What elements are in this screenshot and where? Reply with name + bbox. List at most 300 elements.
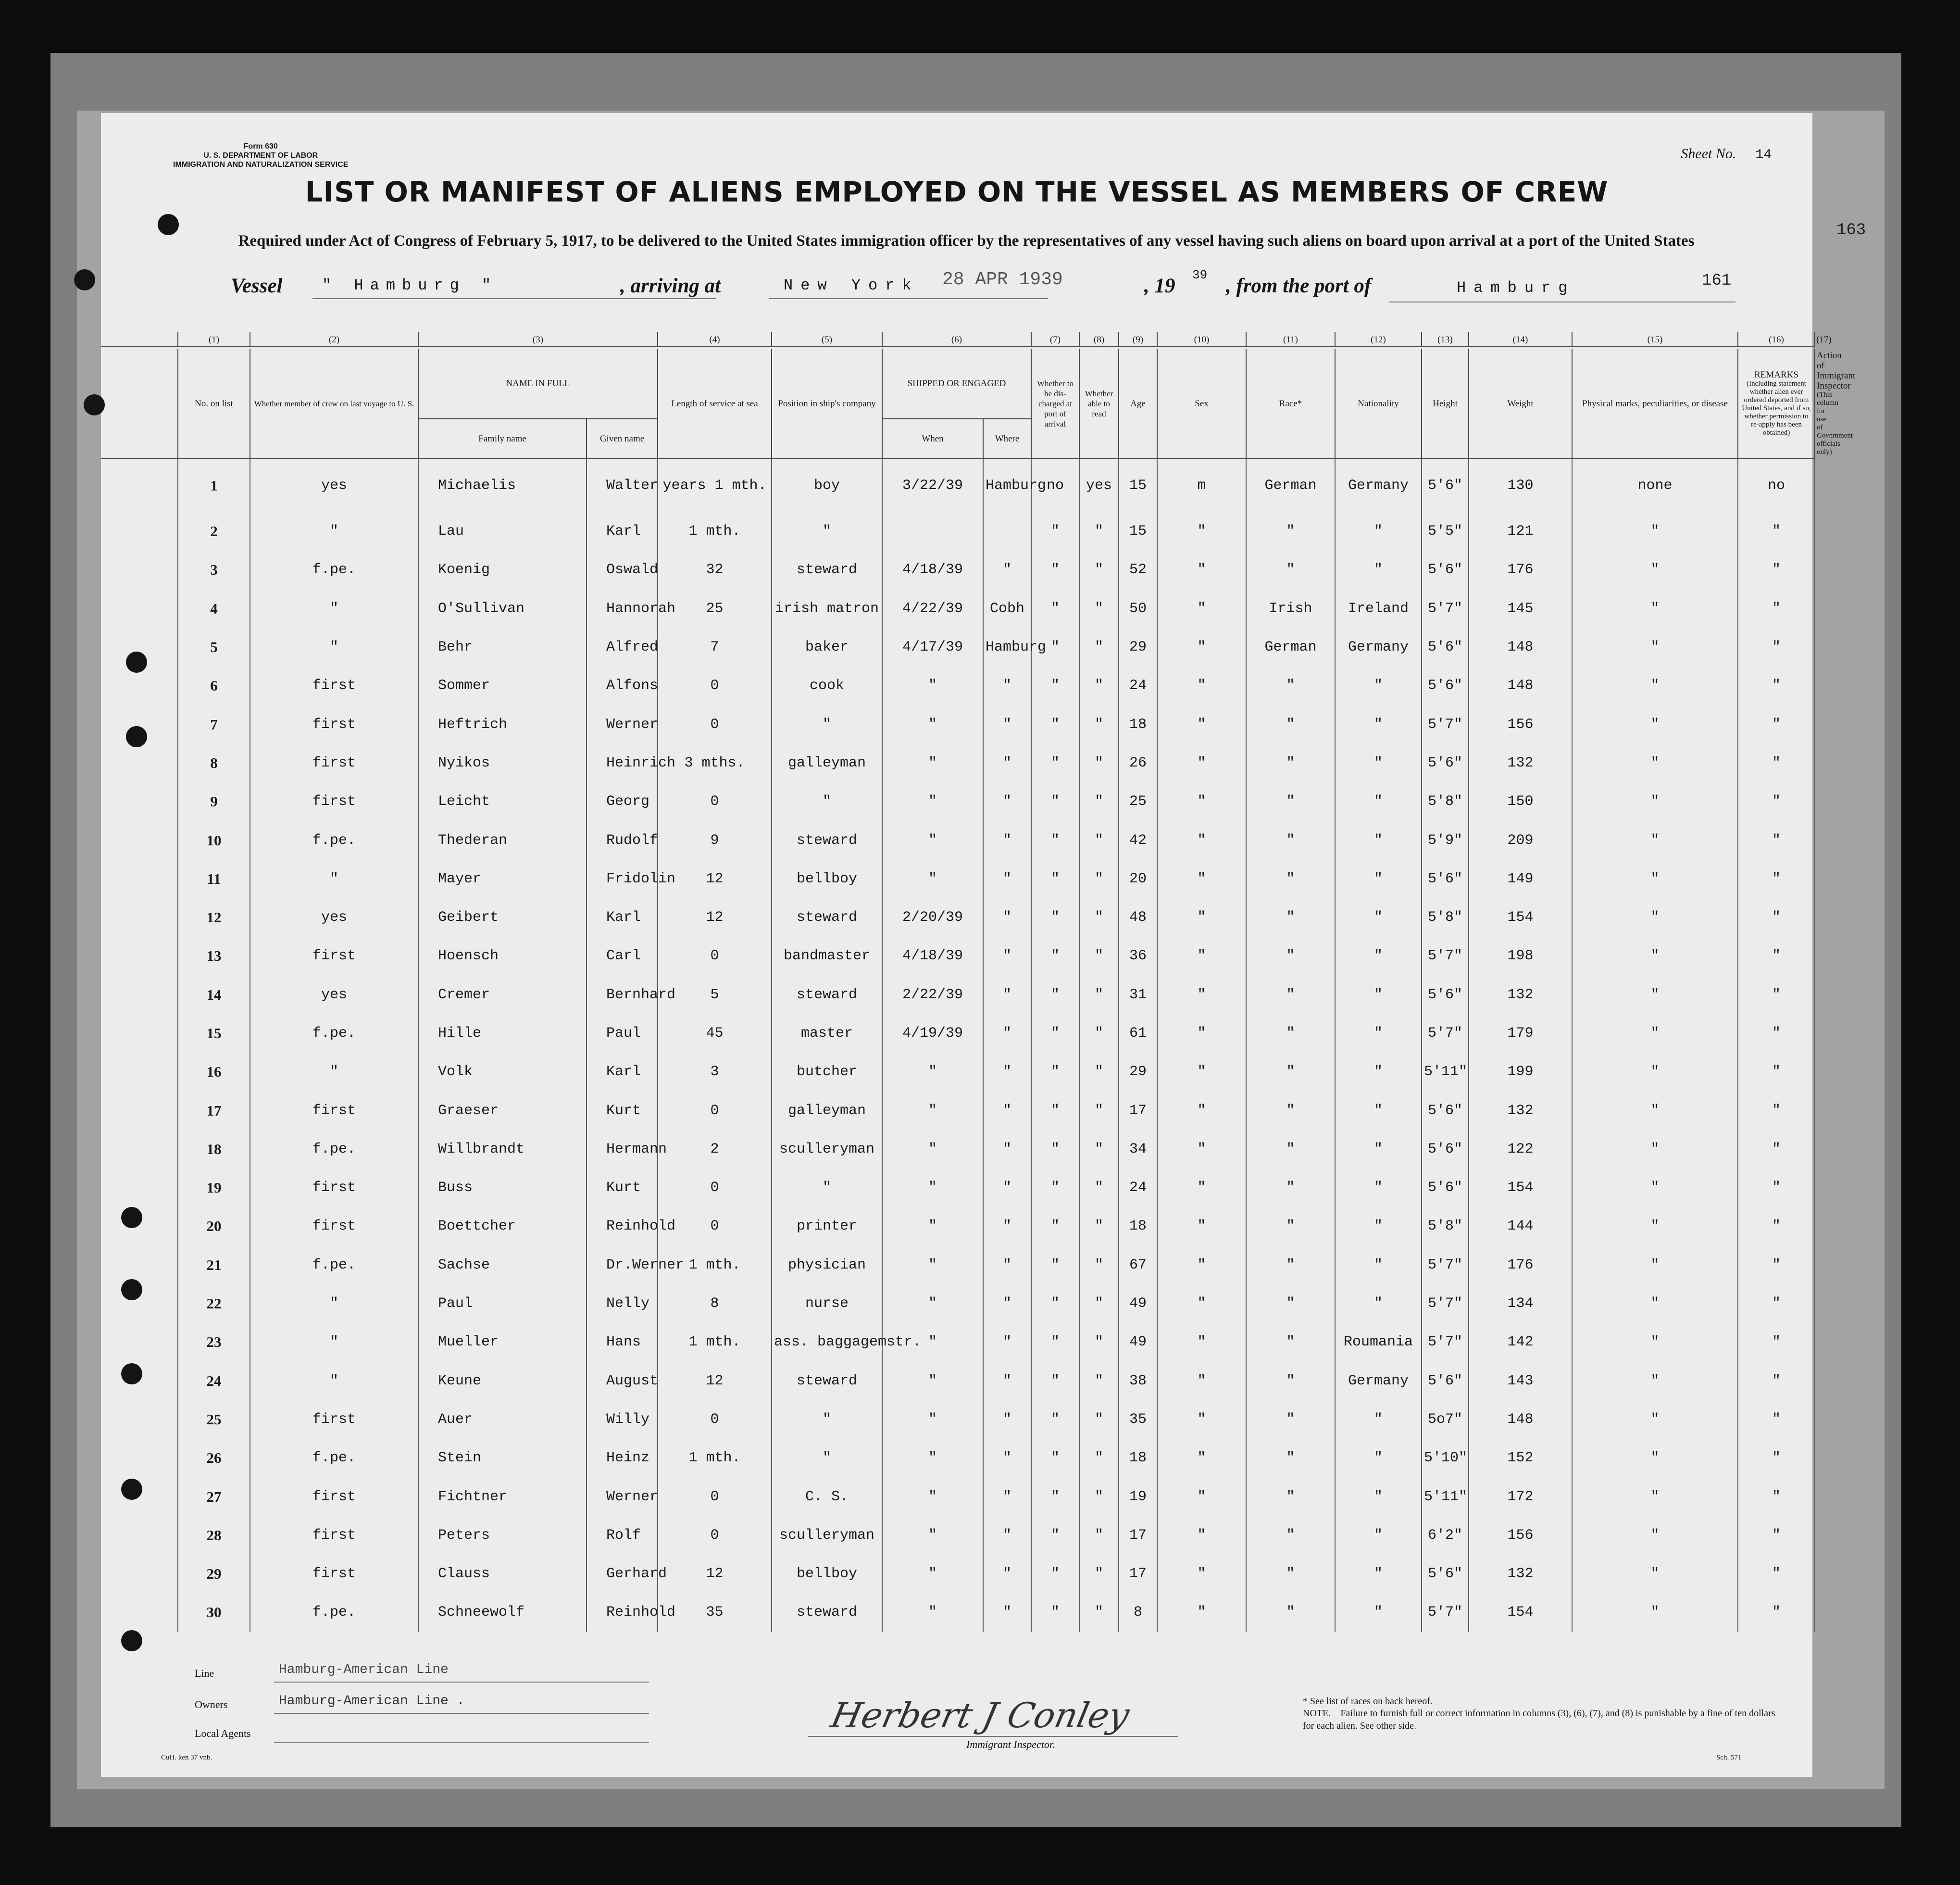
physical-marks-cell: " bbox=[1572, 666, 1738, 705]
height-cell: 5'6" bbox=[1422, 459, 1469, 512]
remarks-cell: " bbox=[1738, 1516, 1815, 1555]
family-name-cell: Leicht bbox=[418, 782, 587, 821]
last-voyage-cell: " bbox=[250, 628, 418, 666]
weight-cell: 121 bbox=[1469, 512, 1572, 551]
able-read-cell: " bbox=[1079, 1091, 1119, 1130]
nationality-cell: Germany bbox=[1335, 628, 1422, 666]
family-name-cell: Koenig bbox=[418, 551, 587, 589]
service-length-cell: 35 bbox=[658, 1593, 772, 1632]
colnum-14: (14) bbox=[1469, 332, 1572, 346]
last-voyage-cell: " bbox=[250, 590, 418, 628]
age-cell: 42 bbox=[1119, 821, 1157, 859]
last-voyage-cell: first bbox=[250, 666, 418, 705]
colnum-2: (2) bbox=[250, 332, 418, 346]
shipped-when-cell bbox=[882, 512, 983, 551]
last-voyage-cell: yes bbox=[250, 976, 418, 1014]
able-read-cell: " bbox=[1079, 628, 1119, 666]
row-margin bbox=[101, 821, 178, 859]
discharged-cell: " bbox=[1031, 1246, 1079, 1284]
service-length-cell: 3 mths. bbox=[658, 744, 772, 782]
given-name-cell: Hermann bbox=[587, 1130, 658, 1169]
remarks-cell: " bbox=[1738, 590, 1815, 628]
nationality-cell: " bbox=[1335, 1555, 1422, 1593]
physical-marks-cell: " bbox=[1572, 628, 1738, 666]
row-margin bbox=[101, 1516, 178, 1555]
sex-cell: m bbox=[1157, 459, 1246, 512]
given-name-cell: Dr.Werner bbox=[587, 1246, 658, 1284]
remarks-cell: " bbox=[1738, 1400, 1815, 1439]
colnum-13: (13) bbox=[1422, 332, 1469, 346]
inspector-label: Immigrant Inspector. bbox=[966, 1738, 1055, 1750]
shipped-when-cell: " bbox=[882, 1400, 983, 1439]
shipped-where-cell: " bbox=[983, 1516, 1031, 1555]
race-cell: " bbox=[1246, 744, 1335, 782]
table-row bbox=[101, 512, 1815, 551]
given-name-cell: Oswald bbox=[587, 551, 658, 589]
able-read-cell: " bbox=[1079, 1014, 1119, 1053]
form-number: Form 630 bbox=[243, 142, 278, 151]
weight-cell: 122 bbox=[1469, 1130, 1572, 1169]
row-margin bbox=[101, 590, 178, 628]
weight-cell: 156 bbox=[1469, 1516, 1572, 1555]
shipped-where-cell: " bbox=[983, 744, 1031, 782]
height-cell: 5'6" bbox=[1422, 628, 1469, 666]
physical-marks-cell: " bbox=[1572, 590, 1738, 628]
family-name-cell: Peters bbox=[418, 1516, 587, 1555]
physical-marks-cell: " bbox=[1572, 821, 1738, 859]
family-name-cell: Heftrich bbox=[418, 705, 587, 743]
family-name-cell: Paul bbox=[418, 1284, 587, 1323]
shipped-when-cell: " bbox=[882, 1091, 983, 1130]
row-margin bbox=[101, 976, 178, 1014]
row-margin bbox=[101, 1130, 178, 1169]
given-name-cell: Werner bbox=[587, 1477, 658, 1516]
family-name-cell: Hoensch bbox=[418, 937, 587, 975]
heading-age: Age bbox=[1119, 349, 1157, 459]
physical-marks-cell: " bbox=[1572, 1169, 1738, 1207]
family-name-cell: Boettcher bbox=[418, 1207, 587, 1245]
position-cell: butcher bbox=[772, 1053, 882, 1091]
height-cell: 5'5" bbox=[1422, 512, 1469, 551]
discharged-cell: " bbox=[1031, 1555, 1079, 1593]
heading-height: Height bbox=[1422, 349, 1469, 459]
last-voyage-cell: " bbox=[250, 860, 418, 898]
race-cell: " bbox=[1246, 976, 1335, 1014]
colnum-16: (16) bbox=[1738, 332, 1815, 346]
remarks-cell: " bbox=[1738, 821, 1815, 859]
position-cell: ass. baggagemstr. bbox=[772, 1323, 882, 1361]
height-cell: 5'6" bbox=[1422, 744, 1469, 782]
race-cell: " bbox=[1246, 1053, 1335, 1091]
heading-shipped-engaged: SHIPPED OR ENGAGED bbox=[882, 349, 1031, 419]
given-name-cell: Rolf bbox=[587, 1516, 658, 1555]
weight-cell: 154 bbox=[1469, 1169, 1572, 1207]
shipped-where-cell: " bbox=[983, 1439, 1031, 1477]
discharged-cell: " bbox=[1031, 860, 1079, 898]
family-name-cell: Lau bbox=[418, 512, 587, 551]
nationality-cell: " bbox=[1335, 937, 1422, 975]
given-name-cell: Kurt bbox=[587, 1091, 658, 1130]
table-row bbox=[101, 628, 1815, 666]
sex-cell: " bbox=[1157, 1593, 1246, 1632]
shipped-when-cell: " bbox=[882, 1323, 983, 1361]
race-cell: " bbox=[1246, 1246, 1335, 1284]
table-row bbox=[101, 1053, 1815, 1091]
physical-marks-cell: " bbox=[1572, 1014, 1738, 1053]
position-cell: steward bbox=[772, 1593, 882, 1632]
table-row bbox=[101, 1400, 1815, 1439]
given-name-cell: Paul bbox=[587, 1014, 658, 1053]
family-name-cell: Geibert bbox=[418, 898, 587, 937]
last-voyage-cell: f.pe. bbox=[250, 1014, 418, 1053]
row-number: 11 bbox=[178, 860, 250, 898]
nationality-cell: Ireland bbox=[1335, 590, 1422, 628]
race-cell: Irish bbox=[1246, 590, 1335, 628]
race-cell: " bbox=[1246, 1207, 1335, 1245]
row-number: 15 bbox=[178, 1014, 250, 1053]
shipped-when-cell: " bbox=[882, 744, 983, 782]
age-cell: 18 bbox=[1119, 1207, 1157, 1245]
table-row bbox=[101, 1284, 1815, 1323]
nationality-cell: " bbox=[1335, 1091, 1422, 1130]
able-read-cell: " bbox=[1079, 1130, 1119, 1169]
nationality-cell: " bbox=[1335, 512, 1422, 551]
sex-cell: " bbox=[1157, 1130, 1246, 1169]
physical-marks-cell: none bbox=[1572, 459, 1738, 512]
shipped-where-cell: " bbox=[983, 1091, 1031, 1130]
table-row bbox=[101, 744, 1815, 782]
able-read-cell: " bbox=[1079, 821, 1119, 859]
weight-cell: 148 bbox=[1469, 1400, 1572, 1439]
last-voyage-cell: first bbox=[250, 705, 418, 743]
family-name-cell: Sommer bbox=[418, 666, 587, 705]
weight-cell: 148 bbox=[1469, 628, 1572, 666]
able-read-cell: " bbox=[1079, 744, 1119, 782]
last-voyage-cell: first bbox=[250, 1169, 418, 1207]
table-row bbox=[101, 705, 1815, 743]
physical-marks-cell: " bbox=[1572, 976, 1738, 1014]
inspector-signature: Herbert J Conley bbox=[827, 1695, 1133, 1735]
arriving-label: , arriving at bbox=[620, 275, 721, 297]
table-row bbox=[101, 1169, 1815, 1207]
age-cell: 19 bbox=[1119, 1477, 1157, 1516]
remarks-cell: " bbox=[1738, 937, 1815, 975]
service-length-cell: 25 bbox=[658, 590, 772, 628]
family-name-cell: Fichtner bbox=[418, 1477, 587, 1516]
able-read-cell: " bbox=[1079, 1439, 1119, 1477]
height-cell: 5'9" bbox=[1422, 821, 1469, 859]
table-row bbox=[101, 1323, 1815, 1361]
remarks-cell: " bbox=[1738, 1246, 1815, 1284]
given-name-cell: August bbox=[587, 1362, 658, 1400]
family-name-cell: Graeser bbox=[418, 1091, 587, 1130]
row-number: 19 bbox=[178, 1169, 250, 1207]
discharged-cell: no bbox=[1031, 459, 1079, 512]
heading-race: Race* bbox=[1246, 349, 1335, 459]
given-name-cell: Alfons bbox=[587, 666, 658, 705]
document-subtitle: Required under Act of Congress of February 5, 1917, to be delivered to the United States immigration officer by the representatives of any vessel having such aliens on board upon arrival at a port of the United States bbox=[238, 232, 1695, 250]
physical-marks-cell: " bbox=[1572, 1400, 1738, 1439]
age-cell: 18 bbox=[1119, 1439, 1157, 1477]
row-margin bbox=[101, 705, 178, 743]
able-read-cell: " bbox=[1079, 1477, 1119, 1516]
service-length-cell: 1 mth. bbox=[658, 1323, 772, 1361]
age-cell: 26 bbox=[1119, 744, 1157, 782]
row-margin bbox=[101, 782, 178, 821]
service-length-cell: 1 mth. bbox=[658, 1246, 772, 1284]
age-cell: 29 bbox=[1119, 1053, 1157, 1091]
physical-marks-cell: " bbox=[1572, 512, 1738, 551]
row-margin bbox=[101, 1169, 178, 1207]
race-cell: " bbox=[1246, 782, 1335, 821]
race-cell: " bbox=[1246, 1169, 1335, 1207]
last-voyage-cell: " bbox=[250, 1323, 418, 1361]
service-length-cell: years 1 mth. bbox=[658, 459, 772, 512]
nationality-cell: Germany bbox=[1335, 459, 1422, 512]
last-voyage-cell: " bbox=[250, 1053, 418, 1091]
given-name-cell: Heinrich bbox=[587, 744, 658, 782]
table-row bbox=[101, 666, 1815, 705]
service-length-cell: 3 bbox=[658, 1053, 772, 1091]
weight-cell: 144 bbox=[1469, 1207, 1572, 1245]
weight-cell: 132 bbox=[1469, 1555, 1572, 1593]
age-cell: 17 bbox=[1119, 1555, 1157, 1593]
table-row bbox=[101, 782, 1815, 821]
table-row bbox=[101, 898, 1815, 937]
family-name-cell: Auer bbox=[418, 1400, 587, 1439]
colnum-6: (6) bbox=[882, 332, 1031, 346]
remarks-subtitle: (Including statement whether alien ever ordered deported from United States, and if so, whether permission to re-apply has been obtained) bbox=[1742, 380, 1811, 437]
heading-when: When bbox=[882, 419, 983, 459]
race-cell: " bbox=[1246, 1477, 1335, 1516]
discharged-cell: " bbox=[1031, 1439, 1079, 1477]
physical-marks-cell: " bbox=[1572, 782, 1738, 821]
table-row bbox=[101, 551, 1815, 589]
age-cell: 49 bbox=[1119, 1323, 1157, 1361]
row-number: 23 bbox=[178, 1323, 250, 1361]
row-margin bbox=[101, 1362, 178, 1400]
sex-cell: " bbox=[1157, 551, 1246, 589]
height-cell: 5'6" bbox=[1422, 976, 1469, 1014]
discharged-cell: " bbox=[1031, 782, 1079, 821]
position-cell: bellboy bbox=[772, 860, 882, 898]
weight-cell: 176 bbox=[1469, 1246, 1572, 1284]
discharged-cell: " bbox=[1031, 937, 1079, 975]
shipped-where-cell: " bbox=[983, 1323, 1031, 1361]
row-number: 9 bbox=[178, 782, 250, 821]
row-margin bbox=[101, 459, 178, 512]
table-row bbox=[101, 1516, 1815, 1555]
able-read-cell: " bbox=[1079, 705, 1119, 743]
last-voyage-cell: first bbox=[250, 1091, 418, 1130]
races-note: * See list of races on back hereof. bbox=[1303, 1696, 1433, 1707]
nationality-cell: " bbox=[1335, 1284, 1422, 1323]
table-row bbox=[101, 459, 1815, 512]
sex-cell: " bbox=[1157, 1207, 1246, 1245]
remarks-cell: " bbox=[1738, 1284, 1815, 1323]
nationality-cell: " bbox=[1335, 1516, 1422, 1555]
shipped-where-cell: " bbox=[983, 1284, 1031, 1323]
height-cell: 5'7" bbox=[1422, 590, 1469, 628]
signature-underline bbox=[808, 1736, 1178, 1737]
position-cell: galleyman bbox=[772, 744, 882, 782]
remarks-cell: " bbox=[1738, 1169, 1815, 1207]
nationality-cell: " bbox=[1335, 976, 1422, 1014]
able-read-cell: " bbox=[1079, 1169, 1119, 1207]
nationality-cell: " bbox=[1335, 1014, 1422, 1053]
race-cell: German bbox=[1246, 459, 1335, 512]
shipped-where-cell: " bbox=[983, 782, 1031, 821]
position-cell: " bbox=[772, 782, 882, 821]
nationality-cell: Roumania bbox=[1335, 1323, 1422, 1361]
weight-cell: 156 bbox=[1469, 705, 1572, 743]
shipped-when-cell: " bbox=[882, 821, 983, 859]
last-voyage-cell: first bbox=[250, 1477, 418, 1516]
position-cell: steward bbox=[772, 976, 882, 1014]
age-cell: 50 bbox=[1119, 590, 1157, 628]
shipped-when-cell: " bbox=[882, 1439, 983, 1477]
heading-length-service: Length of service at sea bbox=[658, 349, 772, 459]
heading-family-name: Family name bbox=[418, 419, 587, 459]
shipped-when-cell: " bbox=[882, 782, 983, 821]
row-number: 12 bbox=[178, 898, 250, 937]
row-margin bbox=[101, 1207, 178, 1245]
shipped-when-cell: 4/22/39 bbox=[882, 590, 983, 628]
shipped-when-cell: 2/22/39 bbox=[882, 976, 983, 1014]
sheet-number-label: Sheet No. bbox=[1681, 146, 1736, 162]
shipped-when-cell: " bbox=[882, 1053, 983, 1091]
remarks-cell: " bbox=[1738, 898, 1815, 937]
penalty-note: NOTE. – Failure to furnish full or correct information in columns (3), (6), (7), and (8) is punishable by a fine of ten dollars for each alien. See other side. bbox=[1303, 1708, 1775, 1731]
service-length-cell: 7 bbox=[658, 628, 772, 666]
shipped-when-cell: 4/17/39 bbox=[882, 628, 983, 666]
family-name-cell: Michaelis bbox=[418, 459, 587, 512]
shipped-when-cell: " bbox=[882, 1169, 983, 1207]
physical-marks-cell: " bbox=[1572, 1284, 1738, 1323]
height-cell: 5'8" bbox=[1422, 782, 1469, 821]
height-cell: 5'6" bbox=[1422, 1362, 1469, 1400]
age-cell: 8 bbox=[1119, 1593, 1157, 1632]
sex-cell: " bbox=[1157, 1477, 1246, 1516]
sex-cell: " bbox=[1157, 976, 1246, 1014]
heading-row-top bbox=[101, 349, 1815, 419]
colnum-11: (11) bbox=[1246, 332, 1335, 346]
last-voyage-cell: f.pe. bbox=[250, 551, 418, 589]
discharged-cell: " bbox=[1031, 1130, 1079, 1169]
local-agents-label: Local Agents bbox=[195, 1727, 251, 1739]
able-read-cell: " bbox=[1079, 1400, 1119, 1439]
shipped-when-cell: 4/18/39 bbox=[882, 551, 983, 589]
owners-underline bbox=[274, 1713, 649, 1714]
height-cell: 5'6" bbox=[1422, 551, 1469, 589]
family-name-cell: Cremer bbox=[418, 976, 587, 1014]
row-number: 27 bbox=[178, 1477, 250, 1516]
able-read-cell: " bbox=[1079, 976, 1119, 1014]
department-name: U. S. DEPARTMENT OF LABOR bbox=[203, 151, 318, 160]
age-cell: 20 bbox=[1119, 860, 1157, 898]
race-cell: " bbox=[1246, 705, 1335, 743]
weight-cell: 198 bbox=[1469, 937, 1572, 975]
family-name-cell: Behr bbox=[418, 628, 587, 666]
weight-cell: 149 bbox=[1469, 860, 1572, 898]
height-cell: 5'8" bbox=[1422, 1207, 1469, 1245]
form-header bbox=[173, 142, 348, 169]
shipped-where-cell: " bbox=[983, 666, 1031, 705]
table-row bbox=[101, 937, 1815, 975]
height-cell: 5'6" bbox=[1422, 1169, 1469, 1207]
nationality-cell: " bbox=[1335, 1130, 1422, 1169]
height-cell: 5'7" bbox=[1422, 1284, 1469, 1323]
shipped-when-cell: " bbox=[882, 705, 983, 743]
service-length-cell: 0 bbox=[658, 1169, 772, 1207]
height-cell: 5'6" bbox=[1422, 860, 1469, 898]
age-cell: 52 bbox=[1119, 551, 1157, 589]
last-voyage-cell: first bbox=[250, 937, 418, 975]
able-read-cell: " bbox=[1079, 512, 1119, 551]
physical-marks-cell: " bbox=[1572, 705, 1738, 743]
row-margin bbox=[101, 1284, 178, 1323]
colnum-5: (5) bbox=[772, 332, 882, 346]
position-cell: " bbox=[772, 1400, 882, 1439]
discharged-cell: " bbox=[1031, 551, 1079, 589]
column-heading-table bbox=[101, 349, 1815, 1632]
table-row bbox=[101, 590, 1815, 628]
colnum-9: (9) bbox=[1119, 332, 1157, 346]
physical-marks-cell: " bbox=[1572, 898, 1738, 937]
table-row bbox=[101, 1477, 1815, 1516]
nationality-cell: Germany bbox=[1335, 1362, 1422, 1400]
service-length-cell: 0 bbox=[658, 1516, 772, 1555]
height-cell: 5'7" bbox=[1422, 937, 1469, 975]
margin-number-second: 161 bbox=[1702, 272, 1732, 290]
nationality-cell: " bbox=[1335, 1400, 1422, 1439]
weight-cell: 130 bbox=[1469, 459, 1572, 512]
physical-marks-cell: " bbox=[1572, 1439, 1738, 1477]
position-cell: " bbox=[772, 1169, 882, 1207]
height-cell: 5o7" bbox=[1422, 1400, 1469, 1439]
colnum-margin bbox=[101, 332, 178, 346]
row-number: 20 bbox=[178, 1207, 250, 1245]
weight-cell: 154 bbox=[1469, 898, 1572, 937]
weight-cell: 132 bbox=[1469, 976, 1572, 1014]
shipped-where-cell: " bbox=[983, 1014, 1031, 1053]
vessel-underline bbox=[312, 298, 716, 299]
row-number: 13 bbox=[178, 937, 250, 975]
age-cell: 67 bbox=[1119, 1246, 1157, 1284]
family-name-cell: Hille bbox=[418, 1014, 587, 1053]
row-margin bbox=[101, 860, 178, 898]
shipped-when-cell: " bbox=[882, 860, 983, 898]
shipped-where-cell: " bbox=[983, 1246, 1031, 1284]
shipped-when-cell: " bbox=[882, 666, 983, 705]
sex-cell: " bbox=[1157, 1400, 1246, 1439]
colnum-3: (3) bbox=[418, 332, 658, 346]
position-cell: steward bbox=[772, 821, 882, 859]
race-cell: " bbox=[1246, 937, 1335, 975]
heading-physical-marks: Physical marks, peculiarities, or disease bbox=[1572, 349, 1738, 459]
discharged-cell: " bbox=[1031, 898, 1079, 937]
weight-cell: 152 bbox=[1469, 1439, 1572, 1477]
shipped-when-cell: " bbox=[882, 1284, 983, 1323]
shipped-where-cell: Hamburg bbox=[983, 628, 1031, 666]
family-name-cell: Willbrandt bbox=[418, 1130, 587, 1169]
discharged-cell: " bbox=[1031, 1516, 1079, 1555]
physical-marks-cell: " bbox=[1572, 1207, 1738, 1245]
last-voyage-cell: first bbox=[250, 744, 418, 782]
physical-marks-cell: " bbox=[1572, 860, 1738, 898]
position-cell: " bbox=[772, 512, 882, 551]
last-voyage-cell: f.pe. bbox=[250, 1130, 418, 1169]
